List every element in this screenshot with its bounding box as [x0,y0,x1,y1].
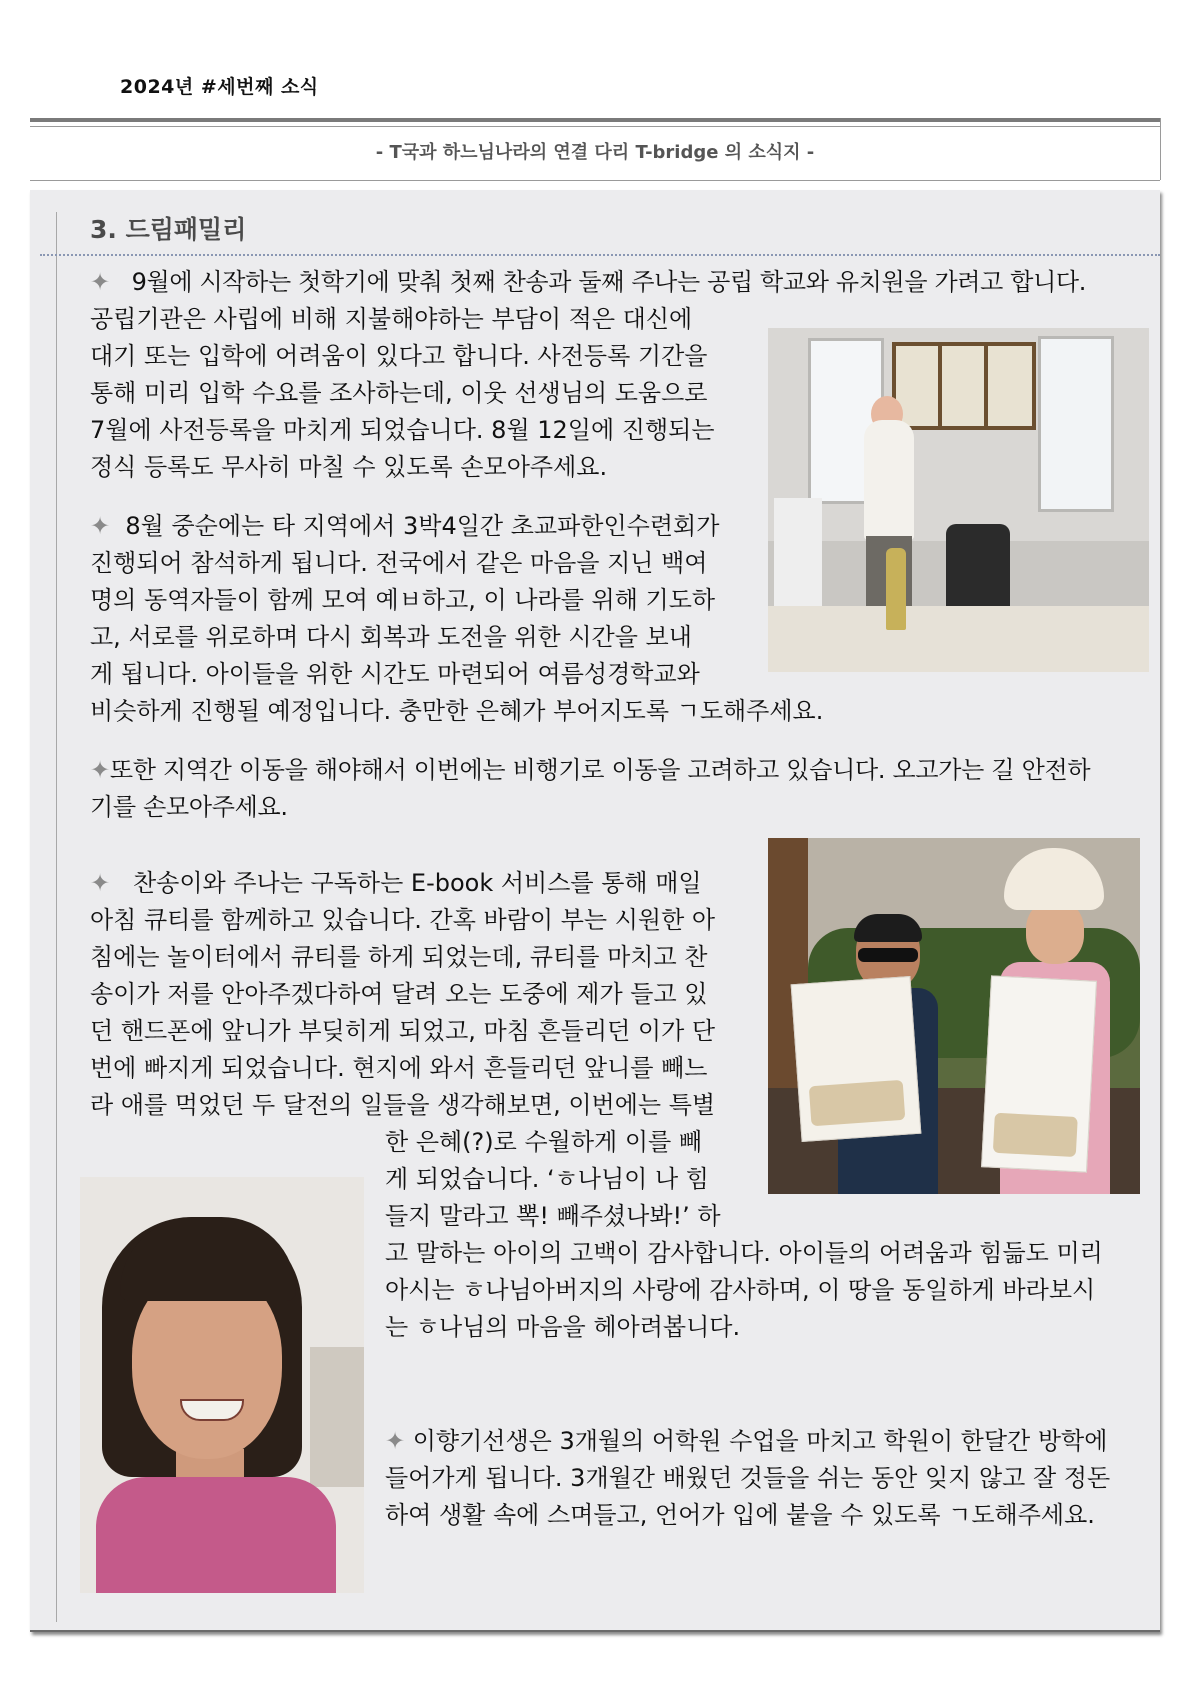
paragraph-line: 라 애를 먹었던 두 달전의 일들을 생각해보면, 이번에는 특별 [90,1091,716,1119]
paragraph-line: 하여 생활 속에 스며들고, 언어가 입에 붙을 수 있도록 ㄱ도해주세요. [385,1501,1095,1529]
paragraph-line: 게 되었습니다. ‘ㅎ나님이 나 힘 [385,1165,709,1193]
paragraph-line: 명의 동역자들이 함께 모여 예ㅂ하고, 이 나라를 위해 기도하 [90,586,716,614]
paragraph-line: 들어가게 됩니다. 3개월간 배웠던 것들을 쉬는 동안 잊지 않고 잘 정돈 [385,1464,1111,1492]
paragraph-tooth [90,865,715,1124]
paragraph-line: 7월에 사전등록을 마치게 되었습니다. 8월 12일에 진행되는 [90,416,715,444]
bullet-icon: ✦ [90,268,110,296]
paragraph-text: 9월에 시작하는 첫학기에 맞춰 첫째 찬송과 둘째 주나는 공립 학교와 유치원을 가려고 합니다. [131,268,1087,296]
paragraph-line: 한 은혜(?)로 수월하게 이를 빼 [385,1128,703,1156]
paragraph-line: 진행되어 참석하게 됩니다. 전국에서 같은 마음을 지닌 백여 [90,549,708,577]
paragraph-line: 대기 또는 입학에 어려움이 있다고 합니다. 사전등록 기간을 [90,342,708,370]
paragraph-line: 찬송이와 주나는 구독하는 E-book 서비스를 통해 매일 [133,869,702,897]
paragraph-travel [90,752,1090,826]
bullet-icon: ✦ [90,869,111,897]
bullet-icon: ✦ [90,512,111,540]
section-title: 3. 드림패밀리 [90,215,247,244]
paragraph-line: 아침 큐티를 함께하고 있습니다. 간혹 바람이 부는 시원한 아 [90,906,716,934]
office-photo [768,328,1149,672]
paragraph-line: 아시는 ㅎ나님아버지의 사랑에 감사하며, 이 땅을 동일하게 바라보시 [385,1276,1096,1304]
paragraph-language-school [385,1423,1110,1534]
paragraph-line: 기를 손모아주세요. [90,793,288,821]
header-rule-thin [30,126,1160,127]
section-divider [40,254,1160,256]
paragraph-line: 침에는 놀이터에서 큐티를 하게 되었는데, 큐티를 마치고 찬 [90,943,708,971]
paragraph-tooth-continued [385,1124,1103,1346]
header-rule-bottom [30,180,1160,181]
paragraph-line: 송이가 저를 안아주겠다하여 달려 오는 도중에 제가 들고 있 [90,980,708,1008]
bullet-icon: ✦ [90,756,110,784]
paragraph-line: 들지 말라고 뽁! 빼주셨나봐!’ 하 [385,1202,721,1230]
paragraph-line: 정식 등록도 무사히 마칠 수 있도록 손모아주세요. [90,453,608,481]
paragraph-school [90,301,715,486]
paragraph-school-first-line [90,264,1086,301]
paragraph-line: 는 ㅎ나님의 마음을 헤아려봅니다. [385,1313,741,1341]
newsletter-subtitle: - T국과 하느님나라의 연결 다리 T-bridge 의 소식지 - [375,142,815,163]
paragraph-line: 고 말하는 아이의 고백이 감사합니다. 아이들의 어려움과 힘듦도 미리 [385,1239,1103,1267]
header-rule-thick [30,118,1160,122]
paragraph-line: 번에 빠지게 되었습니다. 현지에 와서 흔들리던 앞니를 빼느 [90,1054,708,1082]
girl-portrait-photo [80,1177,364,1593]
panel-margin-line [56,212,57,1622]
paragraph-line: 비슷하게 진행될 예정입니다. 충만한 은혜가 부어지도록 ㄱ도해주세요. [90,697,824,725]
paragraph-line: 통해 미리 입학 수요를 조사하는데, 이웃 선생님의 도움으로 [90,379,708,407]
paragraph-line: 공립기관은 사립에 비해 지불해야하는 부담이 적은 대신에 [90,305,693,333]
paragraph-line: 던 핸드폰에 앞니가 부딪히게 되었고, 마침 흔들리던 이가 단 [90,1017,716,1045]
newsletter-issue-title: 2024년 #세번째 소식 [120,76,319,98]
paragraph-line: 게 됩니다. 아이들을 위한 시간도 마련되어 여름성경학교와 [90,660,700,688]
bullet-icon: ✦ [385,1427,406,1455]
paragraph-retreat [90,508,823,730]
paragraph-line: 8월 중순에는 타 지역에서 3박4일간 초교파한인수련회가 [125,512,720,540]
paragraph-line: 고, 서로를 위로하며 다시 회복과 도전을 위한 시간을 보내 [90,623,692,651]
paragraph-line: 이향기선생은 3개월의 어학원 수업을 마치고 학원이 한달간 방학에 [412,1427,1108,1455]
paragraph-line: 또한 지역간 이동을 해야해서 이번에는 비행기로 이동을 고려하고 있습니다. 오고가는 길 안전하 [109,756,1091,784]
